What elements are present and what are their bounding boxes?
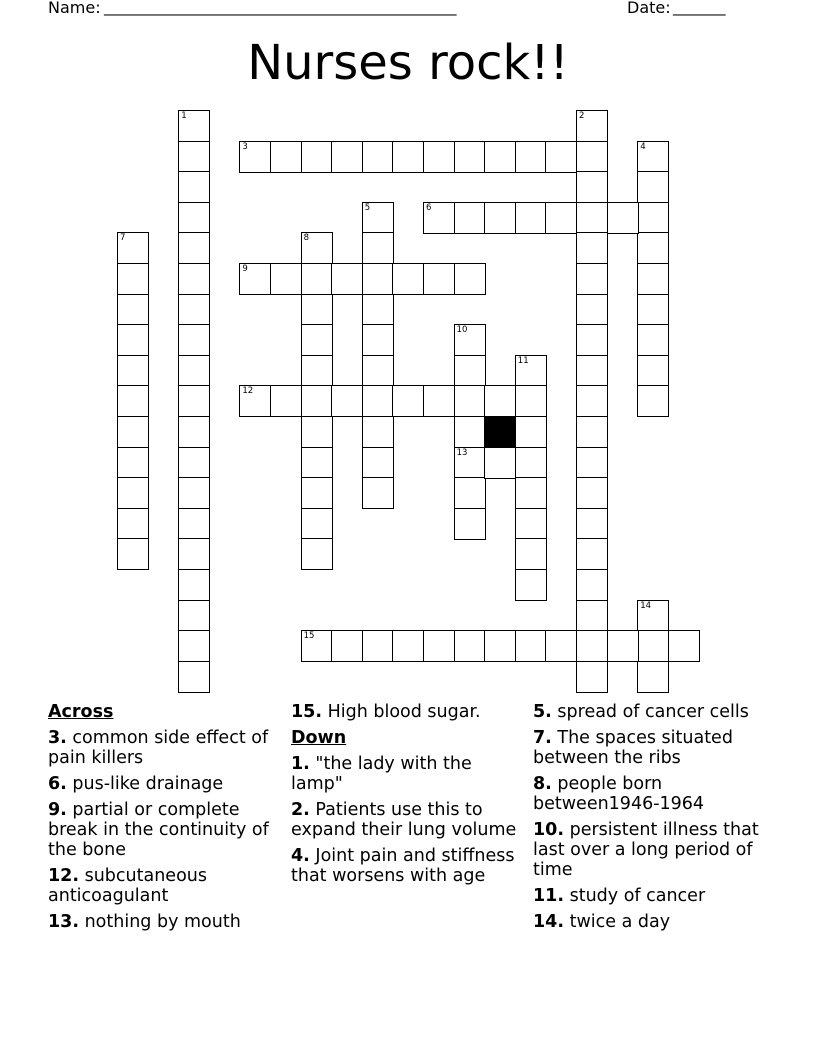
grid-cell[interactable] [515, 447, 547, 479]
clues-column-1 [48, 702, 280, 938]
grid-cell[interactable] [576, 538, 608, 570]
grid-cell[interactable] [637, 294, 669, 326]
grid-cell[interactable] [178, 508, 210, 540]
grid-cell[interactable] [545, 630, 577, 662]
grid-cell[interactable] [331, 385, 363, 417]
grid-cell[interactable] [362, 355, 394, 387]
grid-cell[interactable] [515, 416, 547, 448]
grid-cell[interactable] [515, 385, 547, 417]
grid-cell[interactable] [576, 263, 608, 295]
black-square [484, 416, 516, 448]
grid-cell[interactable] [362, 477, 394, 509]
clue-number: 12 [242, 386, 254, 397]
clue-number: 3 [242, 141, 248, 152]
across-clue: 15. High blood sugar. [291, 702, 481, 722]
across-clue: 12. subcutaneous anticoagulant [48, 866, 207, 906]
clue-number: 10 [456, 325, 468, 336]
grid-cell[interactable] [454, 385, 486, 417]
grid-cell[interactable] [515, 508, 547, 540]
grid-cell[interactable] [454, 508, 486, 540]
grid-cell[interactable] [637, 232, 669, 264]
grid-cell[interactable] [178, 355, 210, 387]
down-clue: 1. "the lady with the lamp" [291, 754, 472, 794]
grid-cell[interactable] [545, 202, 577, 234]
down-clue: 14. twice a day [533, 912, 671, 932]
grid-cell[interactable] [637, 202, 669, 234]
page-title: Nurses rock!! [247, 35, 569, 91]
clue-number: 1 [181, 111, 187, 121]
grid-cell[interactable] [576, 508, 608, 540]
clue-number: 11 [517, 355, 529, 366]
down-clue: 11. study of cancer [533, 886, 706, 906]
down-clue: 8. people born between1946-1964 [533, 774, 705, 814]
grid-cell[interactable] [178, 661, 210, 693]
grid-cell[interactable] [270, 263, 302, 295]
grid-cell[interactable] [301, 385, 333, 417]
grid-cell[interactable] [576, 385, 608, 417]
across-heading: Across [48, 702, 114, 722]
grid-cell[interactable] [637, 171, 669, 203]
grid-cell[interactable] [515, 202, 547, 234]
down-clue: 4. Joint pain and stiffness that worsens with age [291, 846, 515, 886]
grid-cell[interactable] [423, 141, 455, 173]
clues-column-2 [291, 702, 523, 892]
down-clue: 2. Patients use this to expand their lung volume [291, 800, 517, 840]
grid-cell[interactable] [178, 232, 210, 264]
grid-cell[interactable] [178, 447, 210, 479]
grid-cell[interactable] [392, 385, 424, 417]
grid-cell[interactable] [454, 477, 486, 509]
grid-cell[interactable] [301, 294, 333, 326]
grid-cell[interactable] [117, 477, 149, 509]
grid-cell[interactable] [178, 477, 210, 509]
grid-cell[interactable] [484, 141, 516, 173]
grid-cell[interactable] [454, 416, 486, 448]
name-line[interactable]: _______________________________________________ [104, 0, 457, 16]
clues-column-3 [533, 702, 765, 938]
grid-cell[interactable] [270, 385, 302, 417]
grid-cell[interactable] [178, 600, 210, 632]
grid-cell[interactable] [454, 263, 486, 295]
grid-cell[interactable] [117, 508, 149, 540]
grid-cell[interactable] [301, 508, 333, 540]
grid-cell[interactable] [576, 171, 608, 203]
grid-cell[interactable] [637, 263, 669, 295]
down-clue: 10. persistent illness that last over a long period of time [533, 820, 759, 880]
grid-cell[interactable] [301, 416, 333, 448]
grid-cell[interactable] [576, 355, 608, 387]
grid-cell[interactable] [178, 202, 210, 234]
across-clue: 9. partial or complete break in the continuity of the bone [48, 800, 269, 860]
across-clue: 13. nothing by mouth [48, 912, 241, 932]
grid-cell[interactable] [301, 477, 333, 509]
grid-cell[interactable] [576, 141, 608, 173]
grid-cell[interactable] [301, 447, 333, 479]
grid-cell[interactable] [178, 141, 210, 173]
grid-cell[interactable] [423, 263, 455, 295]
grid-cell[interactable] [454, 630, 486, 662]
grid-cell[interactable] [301, 538, 333, 570]
grid-cell[interactable] [637, 385, 669, 417]
grid-cell[interactable] [331, 263, 363, 295]
grid-cell[interactable] [362, 324, 394, 356]
grid-cell[interactable] [178, 263, 210, 295]
grid-cell[interactable] [515, 569, 547, 601]
clue-number: 6 [426, 202, 432, 213]
down-heading: Down [291, 728, 347, 748]
clue-number: 9 [242, 264, 248, 274]
grid-cell[interactable] [301, 355, 333, 387]
date-line[interactable]: _______ [673, 0, 726, 16]
grid-cell[interactable] [668, 630, 700, 662]
across-clue: 6. pus-like drainage [48, 774, 224, 794]
grid-cell[interactable] [423, 385, 455, 417]
grid-cell[interactable] [576, 447, 608, 479]
grid-cell[interactable] [454, 355, 486, 387]
grid-cell[interactable] [362, 416, 394, 448]
grid-cell[interactable] [270, 141, 302, 173]
grid-cell[interactable] [362, 630, 394, 662]
grid-cell[interactable] [423, 630, 455, 662]
grid-cell[interactable] [576, 477, 608, 509]
grid-cell[interactable] [362, 263, 394, 295]
grid-cell[interactable] [637, 324, 669, 356]
grid-cell[interactable] [392, 141, 424, 173]
grid-cell[interactable] [454, 141, 486, 173]
grid-cell[interactable] [515, 630, 547, 662]
grid-cell[interactable] [301, 324, 333, 356]
grid-cell[interactable] [392, 263, 424, 295]
grid-cell[interactable] [576, 202, 608, 234]
grid-cell[interactable] [576, 294, 608, 326]
grid-cell[interactable] [576, 661, 608, 693]
name-label: Name: [48, 0, 101, 17]
grid-cell[interactable] [607, 202, 639, 234]
grid-cell[interactable] [178, 324, 210, 356]
grid-cell[interactable] [362, 294, 394, 326]
grid-cell[interactable] [576, 232, 608, 264]
grid-cell[interactable] [576, 324, 608, 356]
grid-cell[interactable] [178, 630, 210, 662]
down-clue: 5. spread of cancer cells [533, 702, 749, 722]
down-clue: 7. The spaces situated between the ribs [533, 728, 733, 768]
grid-cell[interactable] [454, 202, 486, 234]
grid-cell[interactable] [331, 630, 363, 662]
grid-cell[interactable] [178, 416, 210, 448]
grid-cell[interactable] [117, 538, 149, 570]
grid-cell[interactable] [576, 630, 608, 662]
grid-cell[interactable] [576, 600, 608, 632]
clue-number: 14 [640, 600, 652, 611]
grid-cell[interactable] [117, 324, 149, 356]
clue-number: 7 [120, 233, 126, 244]
grid-cell[interactable] [178, 385, 210, 417]
grid-cell[interactable] [576, 569, 608, 601]
grid-cell[interactable] [637, 630, 669, 662]
grid-cell[interactable] [392, 630, 424, 662]
grid-cell[interactable] [637, 661, 669, 693]
grid-cell[interactable] [515, 538, 547, 570]
grid-cell[interactable] [117, 385, 149, 417]
grid-cell[interactable] [515, 141, 547, 173]
grid-cell[interactable] [545, 141, 577, 173]
grid-cell[interactable] [637, 355, 669, 387]
clue-number: 2 [579, 111, 585, 121]
grid-cell[interactable] [331, 141, 363, 173]
clue-number: 8 [303, 233, 310, 244]
grid-cell[interactable] [117, 355, 149, 387]
grid-cell[interactable] [117, 416, 149, 448]
grid-cell[interactable] [607, 630, 639, 662]
clue-number: 13 [456, 447, 468, 458]
grid-cell[interactable] [301, 263, 333, 295]
grid-cell[interactable] [178, 538, 210, 570]
grid-cell[interactable] [362, 141, 394, 173]
grid-cell[interactable] [178, 569, 210, 601]
grid-cell[interactable] [484, 202, 516, 234]
grid-cell[interactable] [178, 294, 210, 326]
date-label: Date: [627, 0, 671, 17]
grid-cell[interactable] [117, 263, 149, 295]
grid-cell[interactable] [117, 447, 149, 479]
grid-cell[interactable] [515, 477, 547, 509]
grid-cell[interactable] [362, 232, 394, 264]
grid-cell[interactable] [484, 447, 516, 479]
grid-cell[interactable] [484, 630, 516, 662]
across-clue: 3. common side effect of pain killers [48, 728, 269, 768]
grid-cell[interactable] [576, 416, 608, 448]
grid-cell[interactable] [484, 385, 516, 417]
clue-number: 5 [364, 202, 371, 213]
clue-number: 15 [303, 631, 315, 642]
grid-cell[interactable] [301, 141, 333, 173]
grid-cell[interactable] [178, 171, 210, 203]
grid-cell[interactable] [362, 385, 394, 417]
clue-number: 4 [640, 141, 646, 152]
grid-cell[interactable] [117, 294, 149, 326]
grid-cell[interactable] [362, 447, 394, 479]
